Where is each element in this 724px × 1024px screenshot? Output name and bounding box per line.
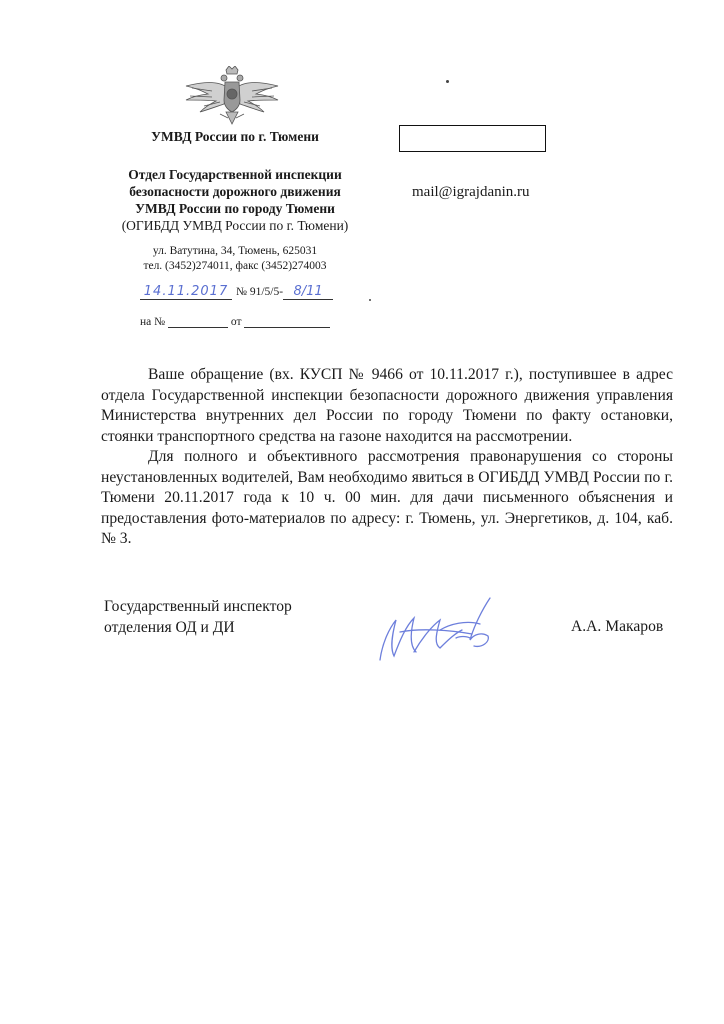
body-paragraph-2: Для полного и объективного рассмотрения правонарушения со стороны неустановленных водителей, Вам необходимо явиться в ОГИБДД УМВД России по г. Тюмени 20.11.2017 года к 10 ч. 00 мин. для дачи письменного объяснения и предоставления фото-материалов по адресу: г. Тюмень, ул. Энергетиков, д. 104, каб. № 3.: [101, 448, 673, 547]
phone-fax: тел. (3452)274011, факс (3452)274003: [143, 260, 327, 272]
body-paragraph-1: Ваше обращение (вх. КУСП № 9466 от 10.11.2017 г.), поступившее в адрес отдела Государственной инспекции безопасности дорожного движения управления Министерства внутренних дел России по городу Тюмени по факту остановки, стоянки транспортного средства на газоне находится на рассмотрении.: [101, 366, 673, 445]
addressee-email: mail@igrajdanin.ru: [412, 184, 530, 200]
registration-number-label: № 91/5/5-: [236, 286, 284, 298]
redacted-addressee-box: [399, 125, 546, 152]
double-headed-eagle-emblem: [182, 66, 282, 128]
department-short-name: (ОГИБДД УМВД России по г. Тюмени): [121, 218, 349, 233]
signatory-title-line-2: отделения ОД и ДИ: [104, 618, 235, 636]
registration-number-handwritten: 8/11: [283, 284, 333, 300]
department-line-1: Отдел Государственной инспекции: [128, 167, 342, 182]
registration-date: 14.11.2017: [140, 284, 232, 300]
reference-date-label: от: [230, 316, 242, 328]
scan-speck: [369, 299, 371, 301]
scan-speck: [446, 80, 449, 83]
department-block: [100, 166, 370, 234]
reference-date-blank: [244, 316, 330, 328]
department-line-2: безопасности дорожного движения: [129, 184, 341, 199]
signatory-title: [104, 597, 292, 638]
address-block: [100, 244, 370, 274]
letter-body: [101, 365, 673, 550]
organization-name: УМВД России по г. Тюмени: [151, 129, 319, 144]
signatory-name: А.А. Макаров: [571, 618, 664, 635]
signatory-title-line-1: Государственный инспектор: [104, 598, 292, 615]
reference-number-blank: [168, 316, 228, 328]
street-address: ул. Ватутина, 34, Тюмень, 625031: [152, 245, 318, 257]
reference-line: [140, 316, 330, 328]
registration-line: [140, 284, 370, 300]
department-line-3: УМВД России по городу Тюмени: [135, 201, 335, 216]
reference-number-label: на №: [140, 316, 166, 328]
handwritten-signature: [370, 590, 530, 670]
